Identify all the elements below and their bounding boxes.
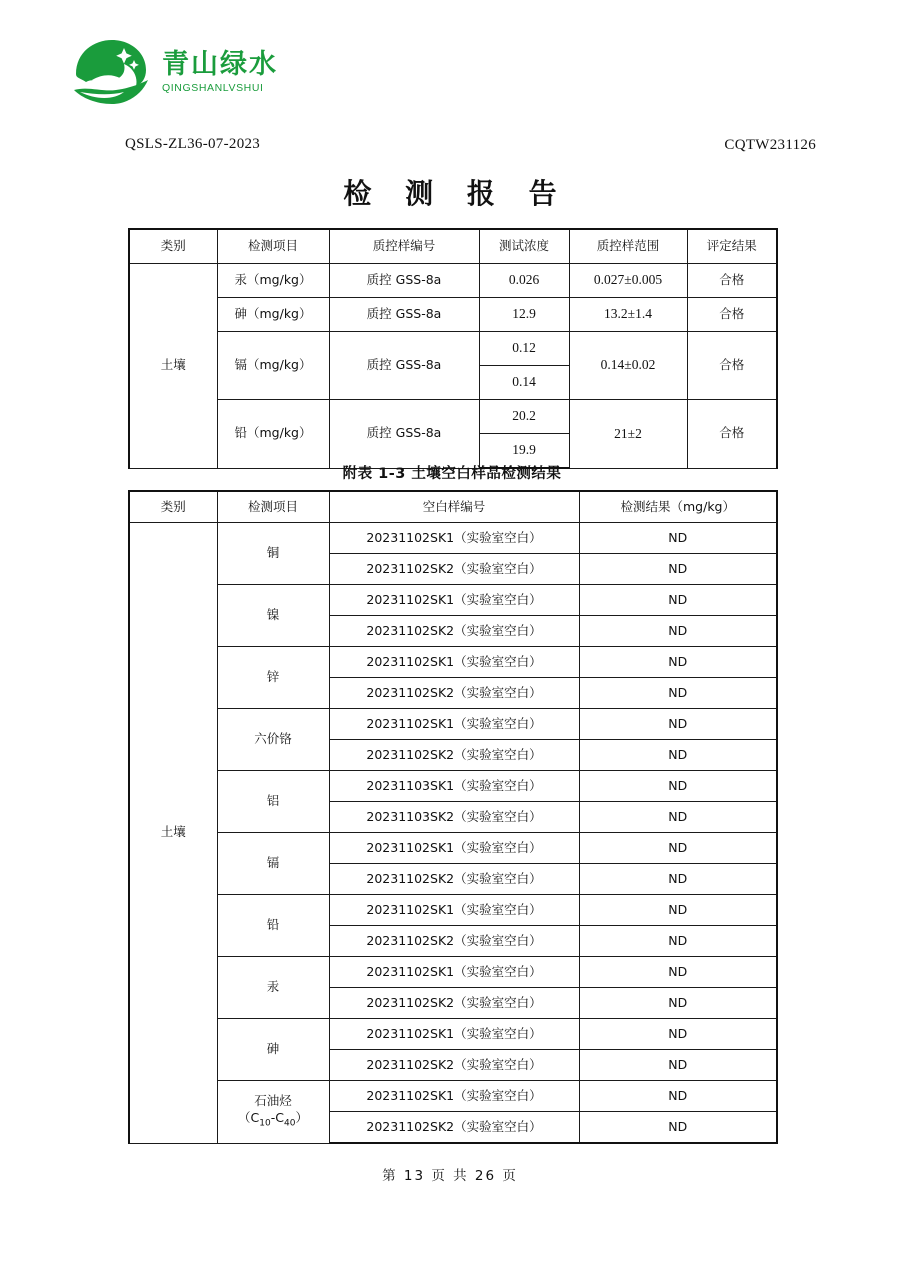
cell-item: 铅 xyxy=(217,895,329,957)
cell-item-line2: $(C_{10}-C_{40})$ xyxy=(238,1110,308,1129)
cell-result: ND xyxy=(579,647,777,678)
cell-item: 铝 xyxy=(217,771,329,833)
cell-blank-no: 20231102SK2（实验室空白） xyxy=(329,864,579,895)
cell-item: 镍 xyxy=(217,585,329,647)
cell-item: 铜 xyxy=(217,523,329,585)
qc-results-table xyxy=(128,228,778,469)
cell-result: ND xyxy=(579,833,777,864)
cell-result: ND xyxy=(579,926,777,957)
col-header-category: 类别 xyxy=(129,491,217,523)
cell-concentration: 20.2 xyxy=(479,400,569,434)
cell-result: 合格 xyxy=(687,264,777,298)
cell-result: ND xyxy=(579,1112,777,1144)
cell-result: ND xyxy=(579,616,777,647)
table-header-row xyxy=(129,229,777,264)
cell-item: 六价铬 xyxy=(217,709,329,771)
cell-result: ND xyxy=(579,802,777,833)
cell-blank-no: 20231102SK1（实验室空白） xyxy=(329,1081,579,1112)
cell-item: 砷（mg/kg） xyxy=(217,298,329,332)
cell-result: 合格 xyxy=(687,400,777,469)
cell-item xyxy=(217,1081,329,1144)
document-code: QSLS-ZL36-07-2023 xyxy=(125,136,261,152)
cell-result: ND xyxy=(579,1081,777,1112)
mountain-water-logo-icon xyxy=(68,34,154,110)
cell-blank-no: 20231102SK2（实验室空白） xyxy=(329,926,579,957)
cell-blank-no: 20231102SK2（实验室空白） xyxy=(329,1050,579,1081)
blank-sample-results-table xyxy=(128,490,778,1144)
table-row xyxy=(129,1081,777,1112)
col-header-concentration: 测试浓度 xyxy=(479,229,569,264)
cell-range: 0.14±0.02 xyxy=(569,332,687,400)
cell-qc-no: 质控 GSS-8a xyxy=(329,298,479,332)
table-row xyxy=(129,585,777,616)
table2-caption: 附表 1-3 土壤空白样品检测结果 xyxy=(342,466,562,482)
cell-range: 0.027±0.005 xyxy=(569,264,687,298)
cell-qc-no: 质控 GSS-8a xyxy=(329,332,479,400)
page-title: 检 测 报 告 xyxy=(343,177,569,210)
table-row xyxy=(129,523,777,554)
cell-result: ND xyxy=(579,1019,777,1050)
cell-result: ND xyxy=(579,554,777,585)
cell-result: ND xyxy=(579,771,777,802)
cell-result: ND xyxy=(579,988,777,1019)
table-row xyxy=(129,298,777,332)
cell-blank-no: 20231102SK2（实验室空白） xyxy=(329,1112,579,1144)
cell-result: ND xyxy=(579,957,777,988)
cell-item: 镉 xyxy=(217,833,329,895)
cell-item: 铅（mg/kg） xyxy=(217,400,329,469)
cell-blank-no: 20231102SK2（实验室空白） xyxy=(329,988,579,1019)
cell-item: 锌 xyxy=(217,647,329,709)
col-header-item: 检测项目 xyxy=(217,491,329,523)
cell-blank-no: 20231102SK1（实验室空白） xyxy=(329,1019,579,1050)
company-logo xyxy=(68,34,278,110)
cell-concentration: 0.026 xyxy=(479,264,569,298)
table-row xyxy=(129,400,777,434)
col-header-category: 类别 xyxy=(129,229,217,264)
table-row xyxy=(129,895,777,926)
cell-result: 合格 xyxy=(687,332,777,400)
cell-blank-no: 20231102SK1（实验室空白） xyxy=(329,647,579,678)
cell-concentration: 0.12 xyxy=(479,332,569,366)
logo-company-name-en: QINGSHANLVSHUI xyxy=(162,81,264,94)
cell-blank-no: 20231102SK1（实验室空白） xyxy=(329,895,579,926)
cell-blank-no: 20231102SK2（实验室空白） xyxy=(329,616,579,647)
cell-range: 13.2±1.4 xyxy=(569,298,687,332)
table-row xyxy=(129,771,777,802)
cell-blank-no: 20231102SK2（实验室空白） xyxy=(329,678,579,709)
cell-concentration: 12.9 xyxy=(479,298,569,332)
table-header-row xyxy=(129,491,777,523)
cell-blank-no: 20231103SK2（实验室空白） xyxy=(329,802,579,833)
cell-blank-no: 20231102SK1（实验室空白） xyxy=(329,523,579,554)
logo-company-name-cn: 青山绿水 xyxy=(162,48,278,80)
cell-blank-no: 20231102SK1（实验室空白） xyxy=(329,957,579,988)
cell-item-line1: 石油烃 xyxy=(254,1093,292,1109)
cell-blank-no: 20231102SK2（实验室空白） xyxy=(329,554,579,585)
cell-qc-no: 质控 GSS-8a xyxy=(329,400,479,469)
cell-concentration: 0.14 xyxy=(479,366,569,400)
cell-result: 合格 xyxy=(687,298,777,332)
cell-item: 镉（mg/kg） xyxy=(217,332,329,400)
cell-result: ND xyxy=(579,678,777,709)
cell-range: 21±2 xyxy=(569,400,687,469)
table-row xyxy=(129,1019,777,1050)
cell-blank-no: 20231102SK1（实验室空白） xyxy=(329,585,579,616)
col-header-item: 检测项目 xyxy=(217,229,329,264)
cell-blank-no: 20231103SK1（实验室空白） xyxy=(329,771,579,802)
col-header-result: 检测结果（mg/kg） xyxy=(579,491,777,523)
table-row xyxy=(129,264,777,298)
cell-result: ND xyxy=(579,709,777,740)
cell-result: ND xyxy=(579,864,777,895)
report-number: CQTW231126 xyxy=(724,137,816,153)
col-header-qc-no: 质控样编号 xyxy=(329,229,479,264)
col-header-range: 质控样范围 xyxy=(569,229,687,264)
table-row xyxy=(129,709,777,740)
table-row xyxy=(129,833,777,864)
cell-result: ND xyxy=(579,895,777,926)
cell-item: 汞 xyxy=(217,957,329,1019)
cell-blank-no: 20231102SK1（实验室空白） xyxy=(329,709,579,740)
cell-concentration: 19.9 xyxy=(479,434,569,469)
table-row xyxy=(129,647,777,678)
cell-qc-no: 质控 GSS-8a xyxy=(329,264,479,298)
cell-result: ND xyxy=(579,1050,777,1081)
cell-blank-no: 20231102SK2（实验室空白） xyxy=(329,740,579,771)
cell-category: 土壤 xyxy=(129,264,217,469)
cell-item: 汞（mg/kg） xyxy=(217,264,329,298)
table-row xyxy=(129,332,777,366)
cell-category: 土壤 xyxy=(129,523,217,1144)
col-header-blank-no: 空白样编号 xyxy=(329,491,579,523)
cell-result: ND xyxy=(579,523,777,554)
cell-blank-no: 20231102SK1（实验室空白） xyxy=(329,833,579,864)
col-header-result: 评定结果 xyxy=(687,229,777,264)
cell-result: ND xyxy=(579,585,777,616)
page-footer: 第 13 页 共 26 页 xyxy=(382,1168,518,1184)
cell-item: 砷 xyxy=(217,1019,329,1081)
table-row xyxy=(129,957,777,988)
cell-result: ND xyxy=(579,740,777,771)
